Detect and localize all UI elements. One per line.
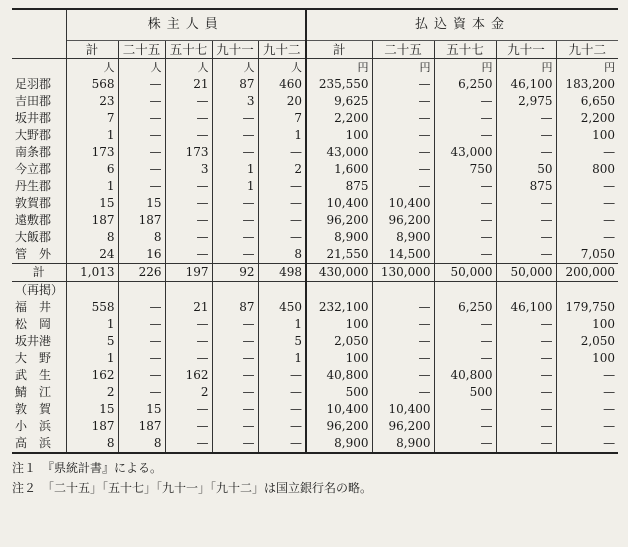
table-cell: —	[212, 333, 258, 350]
table-cell: —	[258, 384, 306, 401]
table-cell: 1	[66, 350, 118, 367]
table-cell: 3	[212, 93, 258, 110]
table-cell: 558	[66, 299, 118, 316]
table-row	[12, 144, 618, 161]
table-cell: 460	[258, 76, 306, 93]
table-cell: 87	[212, 76, 258, 93]
table-cell: 2,050	[306, 333, 372, 350]
table-cell: —	[118, 110, 165, 127]
table-cell: —	[258, 401, 306, 418]
table-row	[12, 127, 618, 144]
table-cell: —	[434, 246, 496, 264]
table-cell: —	[118, 299, 165, 316]
table-cell: 187	[118, 212, 165, 229]
table-cell: 20	[258, 93, 306, 110]
table-cell: —	[556, 435, 618, 453]
total-cell: 226	[118, 264, 165, 282]
table-cell: 21	[165, 76, 212, 93]
table-cell: 173	[66, 144, 118, 161]
row-label: 管 外	[15, 247, 52, 261]
table-cell: 750	[434, 161, 496, 178]
table-cell: —	[372, 110, 434, 127]
table-row	[12, 316, 618, 333]
table-cell: —	[372, 367, 434, 384]
table-row	[12, 418, 618, 435]
total-cell: 200,000	[556, 264, 618, 282]
table-cell: 50	[496, 161, 556, 178]
table-cell: 10,400	[372, 195, 434, 212]
table-cell: 23	[66, 93, 118, 110]
table-cell: —	[434, 435, 496, 453]
table-cell: —	[556, 418, 618, 435]
table-cell: 6,250	[434, 76, 496, 93]
table-cell: —	[556, 178, 618, 195]
unit-cell: 人	[118, 59, 165, 77]
table-cell: —	[212, 384, 258, 401]
unit-cell: 円	[556, 59, 618, 77]
table-cell: 187	[66, 212, 118, 229]
table-cell: 1	[66, 316, 118, 333]
table-cell: —	[496, 195, 556, 212]
table-cell: —	[556, 401, 618, 418]
table-cell: —	[372, 144, 434, 161]
table-cell: —	[165, 246, 212, 264]
table-cell: —	[556, 144, 618, 161]
table-cell: 500	[306, 384, 372, 401]
notes	[12, 458, 618, 498]
table-cell: 43,000	[434, 144, 496, 161]
table-cell: 10,400	[372, 401, 434, 418]
table-cell: —	[212, 212, 258, 229]
row-label: 今立郡	[15, 162, 52, 176]
table-cell: 10,400	[306, 195, 372, 212]
table-cell: 162	[66, 367, 118, 384]
table-cell: 235,550	[306, 76, 372, 93]
table-cell: —	[118, 367, 165, 384]
sub-header: 五十七	[434, 41, 496, 59]
table-cell: —	[165, 93, 212, 110]
sub-header: 二十五	[372, 41, 434, 59]
table-cell: 43,000	[306, 144, 372, 161]
table-cell	[306, 282, 372, 300]
table-cell	[496, 282, 556, 300]
table-cell: —	[118, 127, 165, 144]
sub-header: 九十二	[258, 41, 306, 59]
table-row	[12, 110, 618, 127]
table-cell: —	[496, 350, 556, 367]
table-cell: —	[258, 212, 306, 229]
table-cell	[556, 282, 618, 300]
table-cell: 8	[118, 229, 165, 246]
unit-cell: 人	[258, 59, 306, 77]
table-cell: 8	[118, 435, 165, 453]
table-cell: —	[372, 333, 434, 350]
table-cell: —	[118, 76, 165, 93]
table-cell: 100	[306, 316, 372, 333]
table-cell: —	[372, 299, 434, 316]
table-cell: —	[434, 350, 496, 367]
sub-header: 二十五	[118, 41, 165, 59]
row-label: 遠敷郡	[15, 213, 52, 227]
table-cell: —	[165, 435, 212, 453]
table-cell: —	[165, 195, 212, 212]
table-cell: —	[556, 384, 618, 401]
row-label: 武 生	[15, 368, 52, 382]
table-cell: 100	[556, 350, 618, 367]
table-cell: 8,900	[372, 229, 434, 246]
unit-cell: 円	[372, 59, 434, 77]
table-cell: 1	[212, 178, 258, 195]
table-cell: 96,200	[306, 212, 372, 229]
table-cell: 162	[165, 367, 212, 384]
table-cell: 100	[306, 127, 372, 144]
table-cell: —	[434, 195, 496, 212]
row-label: 丹生郡	[15, 179, 52, 193]
table-cell: —	[496, 333, 556, 350]
table-cell: 232,100	[306, 299, 372, 316]
table-cell: 450	[258, 299, 306, 316]
repost-label: （再掲）	[12, 282, 66, 300]
table-row	[12, 435, 618, 453]
table-cell: —	[434, 212, 496, 229]
table-cell: 8	[258, 246, 306, 264]
table-cell: 187	[118, 418, 165, 435]
table-row	[12, 367, 618, 384]
table-cell: 1	[258, 127, 306, 144]
row-label: 大野郡	[15, 128, 52, 142]
table-cell: 800	[556, 161, 618, 178]
table-cell: 46,100	[496, 299, 556, 316]
note-2: 注２ 「二十五」「五十七」「九十一」「九十二」は国立銀行名の略。	[12, 481, 373, 495]
table-cell: —	[496, 144, 556, 161]
table-cell: —	[258, 178, 306, 195]
table-cell: —	[496, 316, 556, 333]
table-cell: 500	[434, 384, 496, 401]
table-cell: —	[165, 350, 212, 367]
table-cell: —	[212, 195, 258, 212]
table-cell	[372, 282, 434, 300]
table-cell: —	[165, 110, 212, 127]
table-row	[12, 401, 618, 418]
table-cell: 16	[118, 246, 165, 264]
table-cell: 187	[66, 418, 118, 435]
table-cell: —	[165, 333, 212, 350]
table-cell: 1	[66, 127, 118, 144]
table-cell: 8,900	[306, 229, 372, 246]
table-cell: 1	[66, 178, 118, 195]
table-cell: —	[258, 367, 306, 384]
table-cell	[118, 282, 165, 300]
table-cell: —	[496, 401, 556, 418]
table-cell: —	[434, 316, 496, 333]
table-cell: —	[434, 127, 496, 144]
table-row	[12, 350, 618, 367]
table-cell: —	[212, 127, 258, 144]
table-cell: —	[212, 418, 258, 435]
table-cell: —	[434, 178, 496, 195]
table-cell: —	[372, 76, 434, 93]
table-cell: 40,800	[434, 367, 496, 384]
table-cell: 173	[165, 144, 212, 161]
unit-cell: 円	[496, 59, 556, 77]
table-cell: 568	[66, 76, 118, 93]
corner-cell	[12, 9, 66, 59]
table-cell: 183,200	[556, 76, 618, 93]
table-cell: —	[372, 384, 434, 401]
table-cell: 87	[212, 299, 258, 316]
table-cell: —	[434, 418, 496, 435]
table-cell: 7	[66, 110, 118, 127]
table-cell: 1,600	[306, 161, 372, 178]
table-cell: 2,975	[496, 93, 556, 110]
table-cell: —	[496, 435, 556, 453]
row-label: 足羽郡	[15, 77, 52, 91]
table-cell: —	[372, 178, 434, 195]
table-cell: —	[165, 418, 212, 435]
table-cell: —	[496, 246, 556, 264]
table-cell: —	[434, 333, 496, 350]
unit-cell: 人	[212, 59, 258, 77]
total-cell: 50,000	[434, 264, 496, 282]
table-cell: —	[372, 93, 434, 110]
total-cell: 92	[212, 264, 258, 282]
table-row	[12, 212, 618, 229]
table-cell: 6	[66, 161, 118, 178]
row-label: 坂井郡	[15, 111, 52, 125]
total-cell: 197	[165, 264, 212, 282]
sub-header: 九十二	[556, 41, 618, 59]
table-cell: —	[496, 127, 556, 144]
table-row	[12, 161, 618, 178]
table-cell: 8,900	[372, 435, 434, 453]
group-shareholders-header: 株主人員	[66, 9, 306, 41]
table-cell: 14,500	[372, 246, 434, 264]
table-cell: —	[165, 316, 212, 333]
total-cell: 498	[258, 264, 306, 282]
shareholder-capital-table	[12, 8, 618, 454]
total-label: 計	[12, 264, 66, 282]
table-row	[12, 76, 618, 93]
table-cell: —	[556, 367, 618, 384]
total-cell: 50,000	[496, 264, 556, 282]
table-cell: 100	[556, 127, 618, 144]
table-cell: 179,750	[556, 299, 618, 316]
total-row	[12, 264, 618, 282]
table-cell: 5	[66, 333, 118, 350]
table-cell: —	[165, 178, 212, 195]
table-cell: —	[118, 384, 165, 401]
table-cell: —	[118, 316, 165, 333]
table-cell: 8	[66, 435, 118, 453]
table-cell: —	[212, 350, 258, 367]
table-cell: —	[118, 333, 165, 350]
table-cell: 6,250	[434, 299, 496, 316]
table-cell: 2	[258, 161, 306, 178]
table-cell: 96,200	[372, 418, 434, 435]
table-cell: 8,900	[306, 435, 372, 453]
table-cell: 2	[165, 384, 212, 401]
table-cell: 2,050	[556, 333, 618, 350]
table-cell: —	[258, 229, 306, 246]
table-row	[12, 333, 618, 350]
table-cell: —	[258, 435, 306, 453]
total-cell: 130,000	[372, 264, 434, 282]
table-cell: —	[496, 418, 556, 435]
table-cell: —	[165, 229, 212, 246]
table-cell: 1	[258, 350, 306, 367]
row-label: 敦 賀	[15, 402, 52, 416]
table-cell: 96,200	[306, 418, 372, 435]
table-cell: —	[165, 401, 212, 418]
table-cell: 7,050	[556, 246, 618, 264]
table-cell: —	[165, 127, 212, 144]
table-cell: —	[118, 144, 165, 161]
table-cell: —	[556, 195, 618, 212]
table-cell: 875	[496, 178, 556, 195]
table-cell: 1	[212, 161, 258, 178]
table-cell: —	[434, 401, 496, 418]
row-label: 坂井港	[15, 334, 52, 348]
unit-cell: 人	[165, 59, 212, 77]
row-label: 高 浜	[12, 435, 66, 453]
row-label: 小 浜	[15, 419, 52, 433]
table-cell: 15	[118, 401, 165, 418]
table-row	[12, 93, 618, 110]
table-cell: —	[434, 93, 496, 110]
table-cell: 15	[118, 195, 165, 212]
row-label: 南条郡	[15, 145, 52, 159]
table-cell: —	[496, 229, 556, 246]
table-cell: —	[434, 110, 496, 127]
table-cell	[66, 282, 118, 300]
table-cell: 2	[66, 384, 118, 401]
table-row	[12, 229, 618, 246]
table-cell: —	[212, 229, 258, 246]
table-cell: —	[212, 110, 258, 127]
table-cell: 100	[556, 316, 618, 333]
row-label: 大 野	[15, 351, 52, 365]
sub-header: 九十一	[212, 41, 258, 59]
table-cell: —	[372, 127, 434, 144]
table-cell: —	[118, 161, 165, 178]
table-cell: 21	[165, 299, 212, 316]
table-cell: 3	[165, 161, 212, 178]
header-group-row	[12, 9, 618, 41]
row-label: 松 岡	[15, 317, 52, 331]
unit-row	[12, 59, 618, 77]
sub-header: 計	[306, 41, 372, 59]
sub-header: 五十七	[165, 41, 212, 59]
table-cell: 7	[258, 110, 306, 127]
table-cell: 1	[258, 316, 306, 333]
table-cell: 10,400	[306, 401, 372, 418]
unit-cell: 人	[66, 59, 118, 77]
row-label: 鯖 江	[15, 385, 52, 399]
table-cell	[258, 282, 306, 300]
table-row	[12, 299, 618, 316]
table-row	[12, 384, 618, 401]
table-cell: —	[118, 178, 165, 195]
table-cell: —	[496, 367, 556, 384]
table-cell: 5	[258, 333, 306, 350]
table-cell: 24	[66, 246, 118, 264]
table-row	[12, 178, 618, 195]
table-cell: 15	[66, 195, 118, 212]
table-cell: 15	[66, 401, 118, 418]
table-cell	[165, 282, 212, 300]
unit-cell: 円	[306, 59, 372, 77]
table-cell: —	[258, 418, 306, 435]
table-row	[12, 246, 618, 264]
table-cell: —	[212, 144, 258, 161]
table-cell: —	[212, 246, 258, 264]
row-label: 大飯郡	[15, 230, 52, 244]
table-cell: 9,625	[306, 93, 372, 110]
table-cell: —	[212, 435, 258, 453]
table-cell: —	[556, 212, 618, 229]
row-label: 吉田郡	[15, 94, 52, 108]
statistics-table-container	[12, 8, 618, 498]
table-cell: 100	[306, 350, 372, 367]
table-cell: —	[118, 93, 165, 110]
group-capital-header: 払込資本金	[306, 9, 618, 41]
table-cell: —	[212, 316, 258, 333]
sub-header: 計	[66, 41, 118, 59]
table-cell: 6,650	[556, 93, 618, 110]
table-row	[12, 195, 618, 212]
total-cell: 1,013	[66, 264, 118, 282]
table-cell: —	[496, 110, 556, 127]
table-cell: —	[556, 229, 618, 246]
table-cell: —	[372, 350, 434, 367]
table-cell: —	[212, 401, 258, 418]
table-cell: —	[434, 229, 496, 246]
table-cell: 8	[66, 229, 118, 246]
table-cell: —	[258, 195, 306, 212]
unit-cell: 円	[434, 59, 496, 77]
table-cell: 875	[306, 178, 372, 195]
table-cell: 40,800	[306, 367, 372, 384]
note-1: 注１ 『県統計書』による。	[12, 461, 163, 475]
table-cell: 2,200	[556, 110, 618, 127]
table-cell	[434, 282, 496, 300]
table-cell: 96,200	[372, 212, 434, 229]
repost-label-row	[12, 282, 618, 300]
table-cell	[212, 282, 258, 300]
table-cell: 21,550	[306, 246, 372, 264]
table-cell: —	[118, 350, 165, 367]
table-cell: 46,100	[496, 76, 556, 93]
table-cell: —	[372, 161, 434, 178]
table-cell: —	[372, 316, 434, 333]
table-cell: —	[496, 212, 556, 229]
table-cell: —	[165, 212, 212, 229]
table-cell: —	[496, 384, 556, 401]
table-cell: —	[212, 367, 258, 384]
table-cell: 2,200	[306, 110, 372, 127]
sub-header: 九十一	[496, 41, 556, 59]
row-label: 敦賀郡	[15, 196, 52, 210]
unit-label-cell	[12, 59, 66, 77]
total-cell: 430,000	[306, 264, 372, 282]
table-cell: —	[258, 144, 306, 161]
header-sub-row	[12, 41, 618, 59]
row-label: 福 井	[15, 300, 52, 314]
